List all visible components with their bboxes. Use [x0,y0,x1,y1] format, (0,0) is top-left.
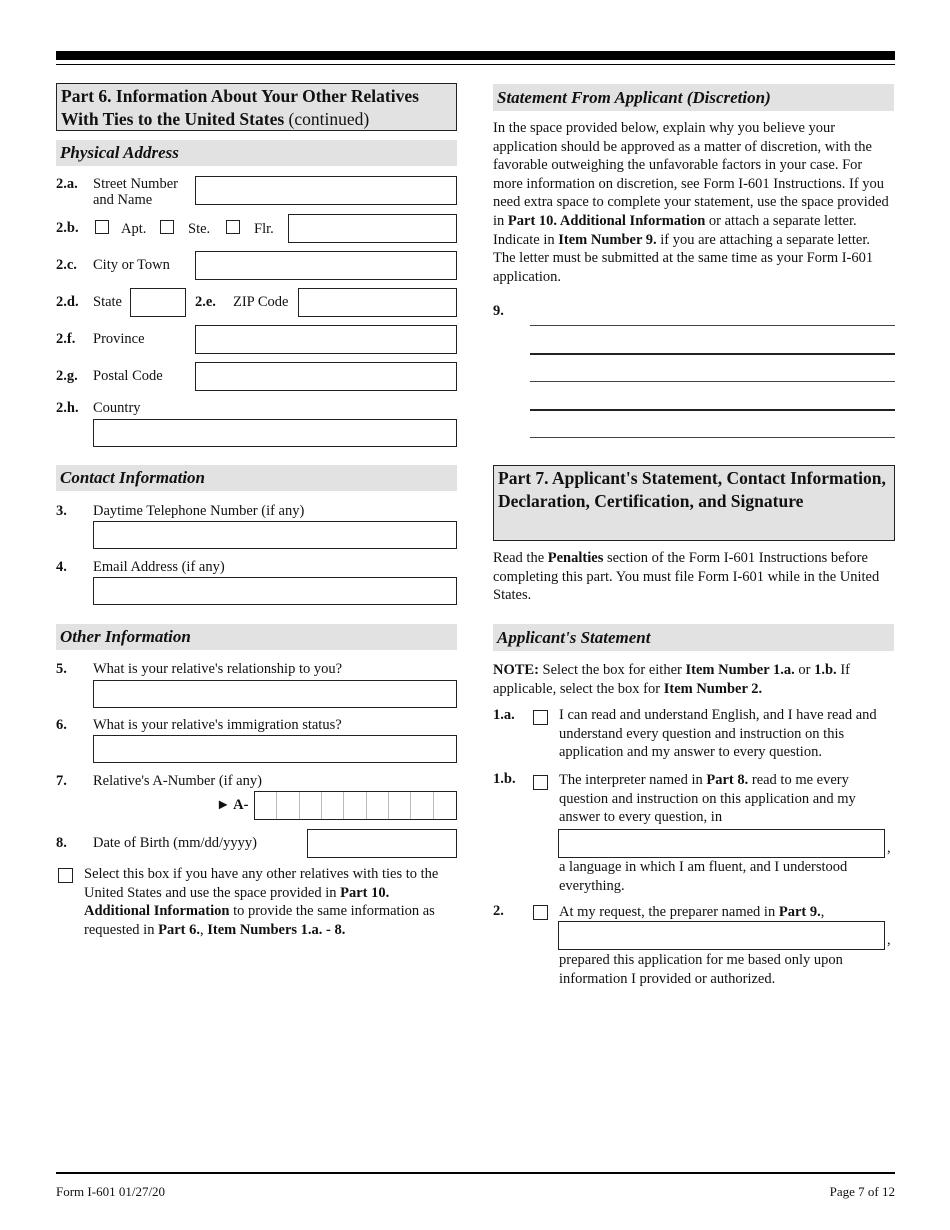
phone-label: Daytime Telephone Number (if any) [93,503,305,519]
physical-address-heading: Physical Address [56,140,457,166]
city-label: City or Town [93,257,170,273]
immigration-status-label: What is your relative's immigration status? [93,717,342,733]
item-6-number: 6. [56,717,67,733]
language-comma: , [887,840,891,856]
city-field[interactable] [195,251,457,280]
zip-label: ZIP Code [233,294,289,310]
other-info-heading: Other Information [56,624,457,650]
statement-line-3[interactable] [530,381,895,382]
other-relatives-checkbox[interactable] [58,868,73,883]
item-4-number: 4. [56,559,67,575]
statement-text: In the space provided below, explain why you believe your application should be approved as a matter of discretion, with the favorable outweighing the unfavorable factors in your case. For more information on discretion, see Form I-601 Instructions. If you need extra space to complete your statement, use the space provided in Part 10. Additional Information or attach a separate letter. Indicate in Item Number 9. if you are attaching a separate letter. The letter must be submitted at the same time as your Form I-601 application. [493,120,889,285]
interpreter-checkbox[interactable] [533,775,548,790]
state-label: State [93,294,122,310]
part6-title: Part 6. Information About Your Other Relatives With Ties to the United States (continued) [56,83,457,131]
contact-info-heading: Contact Information [56,465,457,491]
statement-line-1[interactable] [530,325,895,326]
item-2h-number: 2.h. [56,400,79,416]
flr-label: Flr. [254,221,274,237]
relationship-field[interactable] [93,680,457,708]
applicant-note: NOTE: Select the box for either Item Number 1.a. or 1.b. If applicable, select the box for Item Number 2. [493,662,850,697]
state-field[interactable] [130,288,186,317]
item-2d-number: 2.d. [56,294,79,310]
form-id: Form I-601 01/27/20 [56,1184,166,1199]
postal-code-label: Postal Code [93,368,163,384]
province-label: Province [93,331,145,347]
preparer-checkbox[interactable] [533,905,548,920]
item-1b-text: The interpreter named in Part 8. read to me every question and instruction on this application and my answer to every question, in [559,772,856,826]
item-1b-number: 1.b. [493,771,516,787]
a-number-field[interactable] [254,791,457,820]
country-label: Country [93,400,141,416]
item-5-number: 5. [56,661,67,677]
item-2a-number: 2.a. [56,176,78,192]
item-2-text: At my request, the preparer named in Part 9., [559,904,825,920]
footer-rule [56,1172,895,1174]
interpreter-language-field[interactable] [558,829,885,858]
item-1a-number: 1.a. [493,707,515,723]
dob-label: Date of Birth (mm/dd/yyyy) [93,835,257,851]
item-2c-number: 2.c. [56,257,77,273]
applicant-statement-heading: Applicant's Statement [493,624,894,651]
item-1a-text: I can read and understand English, and I have read and understand every question and instruction on this application and my answer to every question. [559,707,877,761]
email-field[interactable] [93,577,457,605]
statement-line-2[interactable] [530,353,895,355]
date-of-birth-field[interactable] [307,829,457,858]
item-2-after: prepared this application for me based only upon information I provided or authorized. [559,952,843,987]
immigration-status-field[interactable] [93,735,457,763]
item-1b-after: a language in which I am fluent, and I understood everything. [559,859,848,894]
street-label: Street Number and Name [93,176,178,208]
statement-line-5[interactable] [530,437,895,438]
email-label: Email Address (if any) [93,559,225,575]
item-2b-number: 2.b. [56,220,79,236]
page-number: Page 7 of 12 [829,1184,895,1199]
street-number-name-field[interactable] [195,176,457,205]
read-english-checkbox[interactable] [533,710,548,725]
statement-heading: Statement From Applicant (Discretion) [493,84,894,111]
a-number-prefix: ► A- [216,797,249,813]
preparer-name-field[interactable] [558,921,885,950]
statement-line-4[interactable] [530,409,895,411]
apt-checkbox[interactable] [95,220,109,234]
item-3-number: 3. [56,503,67,519]
country-field[interactable] [93,419,457,447]
relationship-label: What is your relative's relationship to you? [93,661,343,677]
top-rule-thin [56,64,895,65]
apt-number-field[interactable] [288,214,457,243]
item-9-number: 9. [493,303,504,319]
postal-code-field[interactable] [195,362,457,391]
zip-code-field[interactable] [298,288,457,317]
item-7-number: 7. [56,773,67,789]
apt-label: Apt. [121,221,147,237]
other-relatives-text: Select this box if you have any other relatives with ties to the United States and use the space provided in Part 10. Additional Information to provide the same information as requested in Part 6., Item Numbers 1.a. - 8. [84,866,439,938]
item-2g-number: 2.g. [56,368,78,384]
a-number-label: Relative's A-Number (if any) [93,773,262,789]
item-8-number: 8. [56,835,67,851]
item-2f-number: 2.f. [56,331,76,347]
item-2-number: 2. [493,903,504,919]
item-2e-number: 2.e. [195,294,216,310]
preparer-comma: , [887,932,891,948]
part7-title: Part 7. Applicant's Statement, Contact Information, Declaration, Certification, and Signature [493,465,895,541]
flr-checkbox[interactable] [226,220,240,234]
daytime-phone-field[interactable] [93,521,457,549]
ste-label: Ste. [188,221,211,237]
ste-checkbox[interactable] [160,220,174,234]
province-field[interactable] [195,325,457,354]
part7-intro: Read the Penalties section of the Form I-601 Instructions before completing this part. You must file Form I-601 while in the United States. [493,550,880,604]
top-rule-thick [56,51,895,60]
